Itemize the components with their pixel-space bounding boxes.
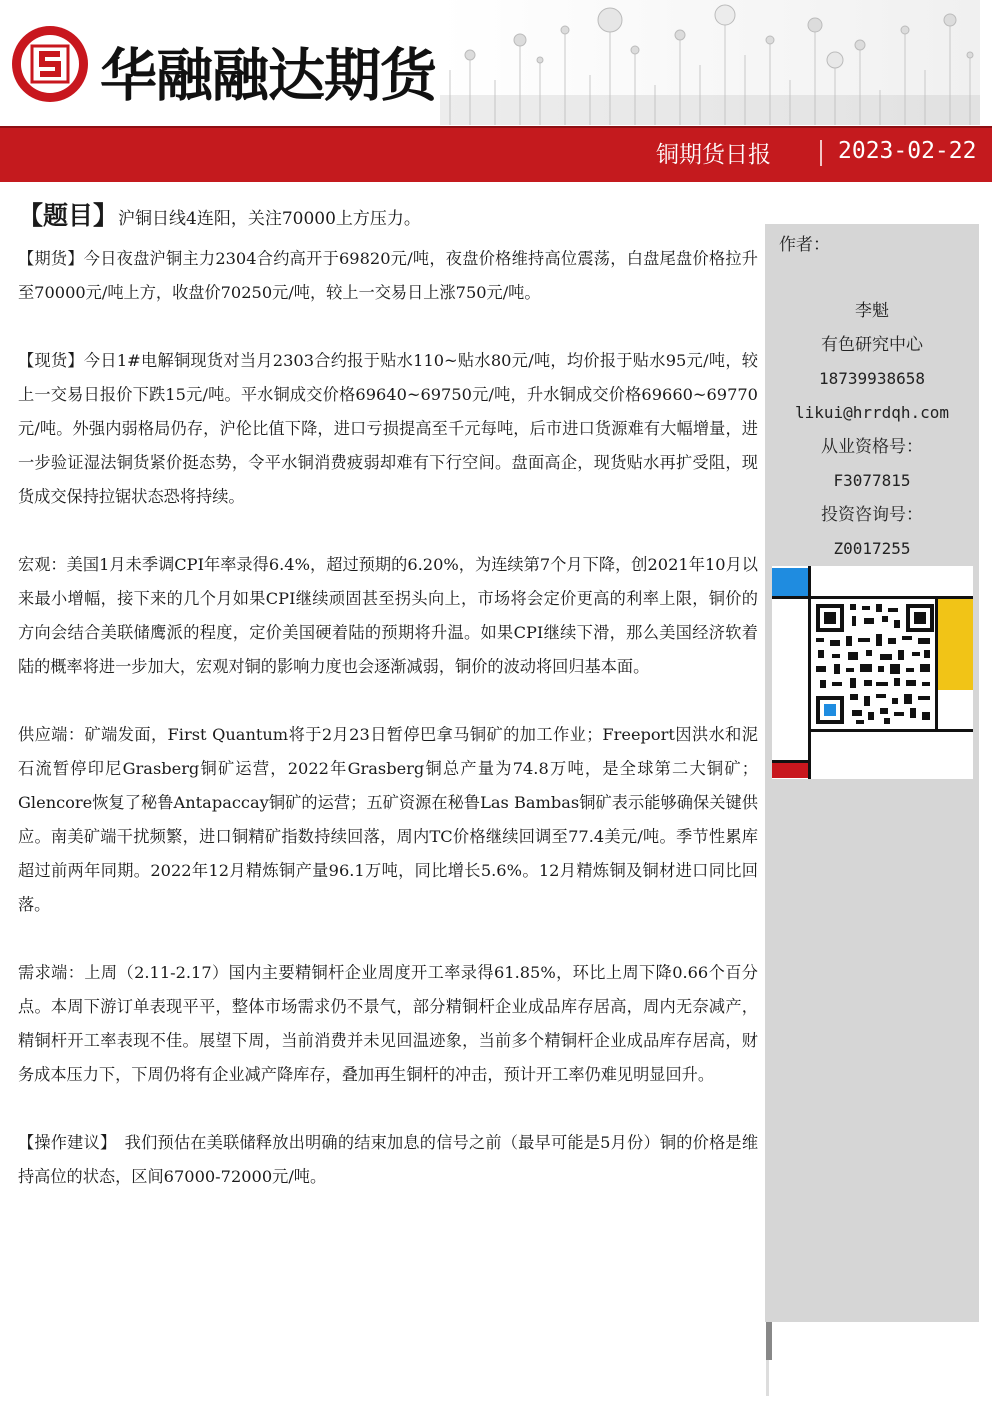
section-text: 今日1#电解铜现货对当月2303合约报于贴水110~贴水80元/吨，均价报于贴水95元/吨，较上一交易日报价下跌15元/吨。平水铜成交价格69640~69750元/吨，升水铜成交价格69660~69770元/吨。外强内弱格局仍存，沪伦比值下降，进口亏损提高至千元每吨，后市进口货源难有大幅增量，进一步验证湿法铜货紧价挺态势，令平水铜消费疲弱却难有下行空间。盘面高企，现货贴水再扩受阻，现货成交保持拉锯状态恐将持续。 <box>18 351 758 506</box>
qr-code-icon <box>814 602 934 726</box>
header-decoration <box>440 0 980 125</box>
report-date: 2023-02-22 <box>838 138 977 164</box>
qr-code-panel <box>772 566 973 779</box>
author-name: 李魁 <box>855 301 889 321</box>
blue-block <box>772 568 808 596</box>
title-separator <box>820 140 822 166</box>
consult-number: Z0017255 <box>833 539 911 558</box>
section-futures <box>18 242 758 310</box>
section-tag: 【期货】 <box>18 249 84 268</box>
author-phone: 18739938658 <box>819 369 925 388</box>
sidebar-footer-bar-light <box>766 1360 769 1396</box>
report-title: 铜期货日报 <box>656 142 771 168</box>
report-header <box>0 0 992 180</box>
section-spot <box>18 344 758 514</box>
section-text: 我们预估在美联储释放出明确的结束加息的信号之前（最早可能是5月份）铜的价格是维持高位的状态，区间67000-72000元/吨。 <box>18 1133 759 1186</box>
report-body <box>18 196 758 1228</box>
consult-label: 投资咨询号： <box>821 505 923 525</box>
sidebar-footer-bar <box>766 1322 772 1360</box>
author-email: likui@hrrdqh.com <box>794 403 950 422</box>
section-macro <box>18 548 758 684</box>
yellow-block <box>938 598 973 690</box>
company-name: 华融融达期货 <box>100 43 436 109</box>
section-text: 今日夜盘沪铜主力2304合约高开于69820元/吨，夜盘价格维持高位震荡，白盘尾盘价格拉升至70000元/吨上方，收盘价70250元/吨，较上一交易日上涨750元/吨。 <box>18 249 758 302</box>
author-label: 作者： <box>779 235 830 255</box>
qualification-number: F3077815 <box>833 471 911 490</box>
qualification-label: 从业资格号： <box>821 437 923 457</box>
logo-s-icon <box>12 26 88 102</box>
headline <box>18 196 758 232</box>
section-demand <box>18 956 758 1092</box>
red-block <box>772 762 808 778</box>
section-text: 供应端：矿端发面，First Quantum将于2月23日暂停巴拿马铜矿的加工作业；Freeport因洪水和泥石流暂停印尼Grasberg铜矿运营，2022年Grasberg铜总产量为74.8万吨，是全球第二大铜矿；Glencore恢复了秘鲁Antapaccay铜矿的运营；五矿资源在秘鲁Las Bambas铜矿表示能够确保关键供应。南美矿端干扰频繁，进口铜精矿指数持续回落，周内TC价格继续回调至77.4美元/吨。季节性累库超过前两年同期。2022年12月精炼铜产量96.1万吨，同比增长5.6%。12月精炼铜及铜材进口同比回落。 <box>18 725 758 914</box>
company-logo <box>12 26 88 102</box>
section-tag: 【操作建议】 <box>18 1133 109 1152</box>
headline-tag: 【题目】 <box>18 201 119 230</box>
section-text: 宏观：美国1月未季调CPI年率录得6.4%，超过预期的6.20%，为连续第7个月下降，创2021年10月以来最小增幅，接下来的几个月如果CPI继续顽固甚至拐头向上，市场将会定价更高的利率上限，铜价的方向会结合美联储鹰派的程度，定价美国硬着陆的预期将升温。如果CPI继续下滑，那么美国经济软着陆的概率将进一步加大，宏观对铜的影响力度也会逐渐减弱，铜价的波动将回归基本面。 <box>18 555 758 676</box>
author-info <box>765 294 979 566</box>
author-department: 有色研究中心 <box>821 335 923 355</box>
section-advice <box>18 1126 758 1194</box>
headline-text: 沪铜日线4连阳，关注70000上方压力。 <box>118 209 421 229</box>
section-supply <box>18 718 758 922</box>
section-text: 需求端：上周（2.11-2.17）国内主要精铜杆企业周度开工率录得61.85%，环比上周下降0.66个百分点。本周下游订单表现平平，整体市场需求仍不景气，部分精铜杆企业成品库存居高，周内无奈减产，精铜杆开工率表现不佳。展望下周，当前消费并未见回温迹象，当前多个精铜杆企业成品库存居高，财务成本压力下，下周仍将有企业减产降库存，叠加再生铜杆的冲击，预计开工率仍难见明显回升。 <box>18 963 758 1084</box>
section-tag: 【现货】 <box>18 351 84 370</box>
